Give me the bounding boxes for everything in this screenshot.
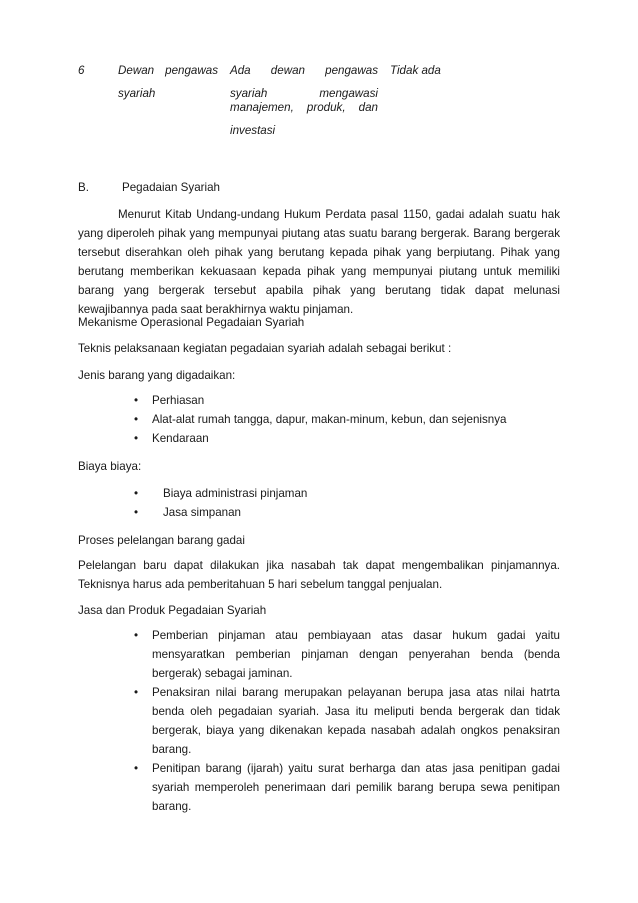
bullet-icon: • <box>134 413 139 426</box>
bullet-icon: • <box>134 432 139 445</box>
section-letter: B. <box>78 181 89 194</box>
table-cell-konvensional: Tidak ada <box>390 64 441 77</box>
table-cell-syariah-line-4: investasi <box>230 124 276 137</box>
table-cell-aspect-line-1: Dewan pengawas <box>118 64 218 77</box>
intro-line-5: barang yang bergerak tersebut apabila pihak yang berutang tidak dapat melunasi <box>78 284 560 297</box>
intro-line-4: berutang memberikan kekuasaan kepada pihak yang mempunyai piutang untuk memiliki <box>78 265 560 278</box>
jasa-item-3-line-1: Penitipan barang (ijarah) yaitu surat berharga dan atas jasa penitipan gadai <box>152 762 560 775</box>
intro-line-6: kewajibannya pada saat berakhirnya waktu pinjaman. <box>78 303 354 316</box>
jasa-item-2-line-3: bergerak, biaya yang dikenakan kepada nasabah adalah ongkos penaksiran <box>152 724 560 737</box>
proses-line-1: Pelelangan baru dapat dilakukan jika nasabah tak dapat mengembalikan pinjamannya. <box>78 559 560 572</box>
jenis-item: Alat-alat rumah tangga, dapur, makan-minum, kebun, dan sejenisnya <box>152 413 507 426</box>
table-cell-syariah-line-2: syariah mengawasi <box>230 87 378 100</box>
bullet-icon: • <box>134 629 139 642</box>
jasa-item-2-line-1: Penaksiran nilai barang merupakan pelayanan berupa jasa atas nilai hatrta <box>152 686 560 699</box>
jasa-item-1-line-1: Pemberian pinjaman atau pembiayaan atas dasar hukum gadai yaitu <box>152 629 560 642</box>
bullet-icon: • <box>134 506 139 519</box>
jasa-item-1-line-2: mensyaratkan pemberian pinjaman dengan penyerahan benda (benda <box>152 648 560 661</box>
intro-line-3: tersebut diserahkan oleh pihak yang berutang kepada pihak yang berpiutang. Pihak yang <box>78 246 560 259</box>
jenis-item: Perhiasan <box>152 394 205 407</box>
intro-line-2: yang diperoleh pihak yang mempunyai piutang atas suatu barang bergerak. Barang bergerak <box>78 227 560 240</box>
jasa-item-2-line-4: barang. <box>152 743 192 756</box>
biaya-item: Jasa simpanan <box>163 506 241 519</box>
bullet-icon: • <box>134 686 139 699</box>
intro-line-1: Menurut Kitab Undang-undang Hukum Perdata pasal 1150, gadai adalah suatu hak <box>118 208 560 221</box>
teknis-text: Teknis pelaksanaan kegiatan pegadaian syariah adalah sebagai berikut : <box>78 342 452 355</box>
jasa-heading: Jasa dan Produk Pegadaian Syariah <box>78 604 267 617</box>
table-cell-aspect-line-2: syariah <box>118 87 156 100</box>
jenis-item: Kendaraan <box>152 432 209 445</box>
table-cell-syariah-line-1: Ada dewan pengawas <box>230 64 378 77</box>
jasa-item-1-line-3: bergerak) sebagai jaminan. <box>152 667 293 680</box>
table-cell-syariah-line-3: manajemen, produk, dan <box>230 101 378 114</box>
jasa-item-3-line-3: barang. <box>152 800 192 813</box>
bullet-icon: • <box>134 394 139 407</box>
jasa-item-2-line-2: benda oleh pegadaian syariah. Jasa itu meliputi benda bergerak dan tidak <box>152 705 560 718</box>
proses-heading: Proses pelelangan barang gadai <box>78 534 245 547</box>
biaya-item: Biaya administrasi pinjaman <box>163 487 308 500</box>
jasa-item-3-line-2: syariah memperoleh penerimaan dari pemilik barang berupa sewa penitipan <box>152 781 560 794</box>
section-title: Pegadaian Syariah <box>122 181 220 194</box>
table-row-number: 6 <box>78 64 85 77</box>
biaya-heading: Biaya biaya: <box>78 460 142 473</box>
proses-line-2: Teknisnya harus ada pemberitahuan 5 hari sebelum tanggal penjualan. <box>78 578 443 591</box>
mekanisme-heading: Mekanisme Operasional Pegadaian Syariah <box>78 316 305 329</box>
jenis-heading: Jenis barang yang digadaikan: <box>78 369 236 382</box>
bullet-icon: • <box>134 762 139 775</box>
bullet-icon: • <box>134 487 139 500</box>
